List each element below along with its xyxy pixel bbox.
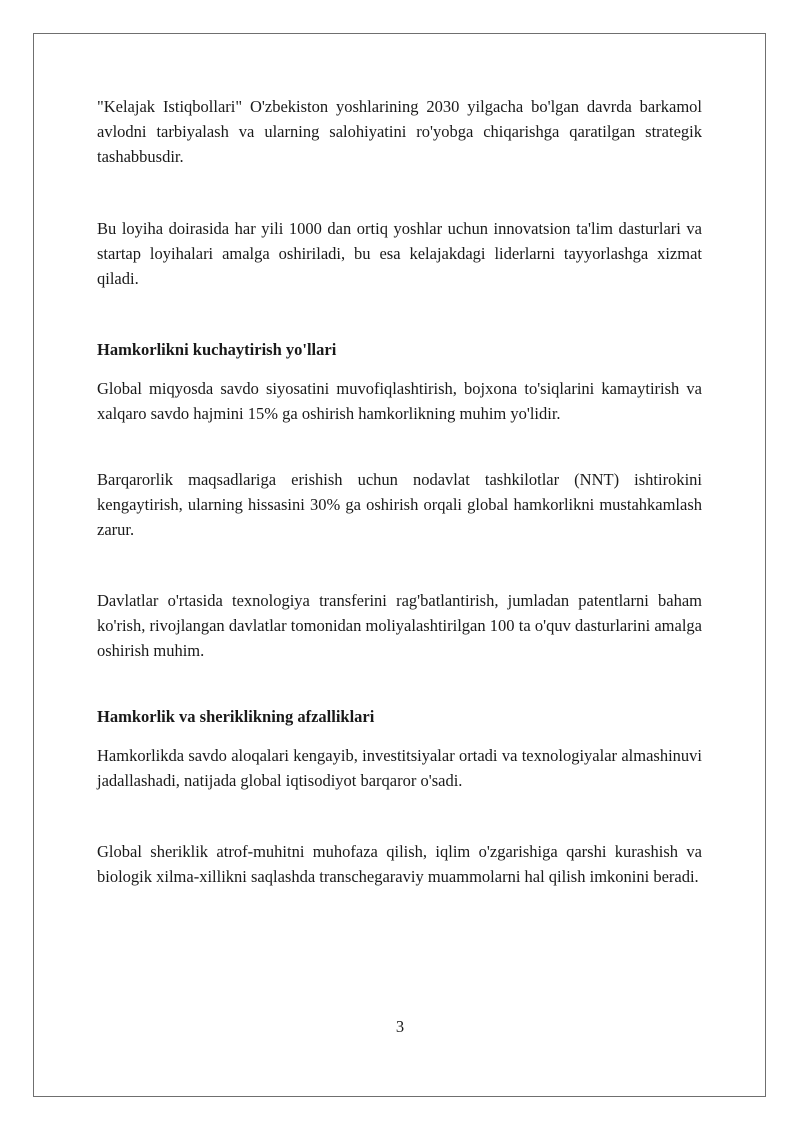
paragraph-kelajak-istiqbollari: "Kelajak Istiqbollari" O'zbekiston yoshlarining 2030 yilgacha bo'lgan davrda barkamol avlodni tarbiyalash va ularning salohiyatini ro'yobga chiqarishga qaratilgan strategik tashabbusdir. — [97, 97, 702, 166]
page-number: 3 — [395, 1017, 405, 1036]
paragraph-savdo-aloqalari: Hamkorlikda savdo aloqalari kengayib, investitsiyalar ortadi va texnologiyalar almashinuvi jadallashadi, natijada global iqtisodiyot barqaror o'sadi. — [97, 746, 702, 790]
paragraph-texnologiya-transferi: Davlatlar o'rtasida texnologiya transferini rag'batlantirish, jumladan patentlarni baham ko'rish, rivojlangan davlatlar tomonidan moliyalashtirilgan 100 ta o'quv dasturlarini amalga oshirish muhim. — [97, 591, 702, 660]
section-heading-hamkorlik-yollari: Hamkorlikni kuchaytirish yo'llari — [97, 340, 337, 359]
section-heading-afzalliklar: Hamkorlik va sheriklikning afzalliklari — [97, 707, 375, 726]
paragraph-savdo-siyosati: Global miqyosda savdo siyosatini muvofiqlashtirish, bojxona to'siqlarini kamaytirish va xalqaro savdo hajmini 15% ga oshirish hamkorlikning muhim yo'lidir. — [97, 379, 702, 423]
page-content — [97, 94, 702, 889]
paragraph-global-sheriklik: Global sheriklik atrof-muhitni muhofaza qilish, iqlim o'zgarishiga qarshi kurashish va biologik xilma-xillikni saqlashda transchegaraviy muammolarni hal qilish imkonini beradi. — [97, 842, 702, 886]
paragraph-loyiha: Bu loyiha doirasida har yili 1000 dan ortiq yoshlar uchun innovatsion ta'lim dasturlari va startap loyihalari amalga oshiriladi, bu esa kelajakdagi liderlarni tayyorlashga xizmat qiladi. — [97, 219, 702, 288]
paragraph-barqarorlik: Barqarorlik maqsadlariga erishish uchun nodavlat tashkilotlar (NNT) ishtirokini kengaytirish, ularning hissasini 30% ga oshirish orqali global hamkorlikni mustahkamlash zarur. — [97, 470, 702, 539]
